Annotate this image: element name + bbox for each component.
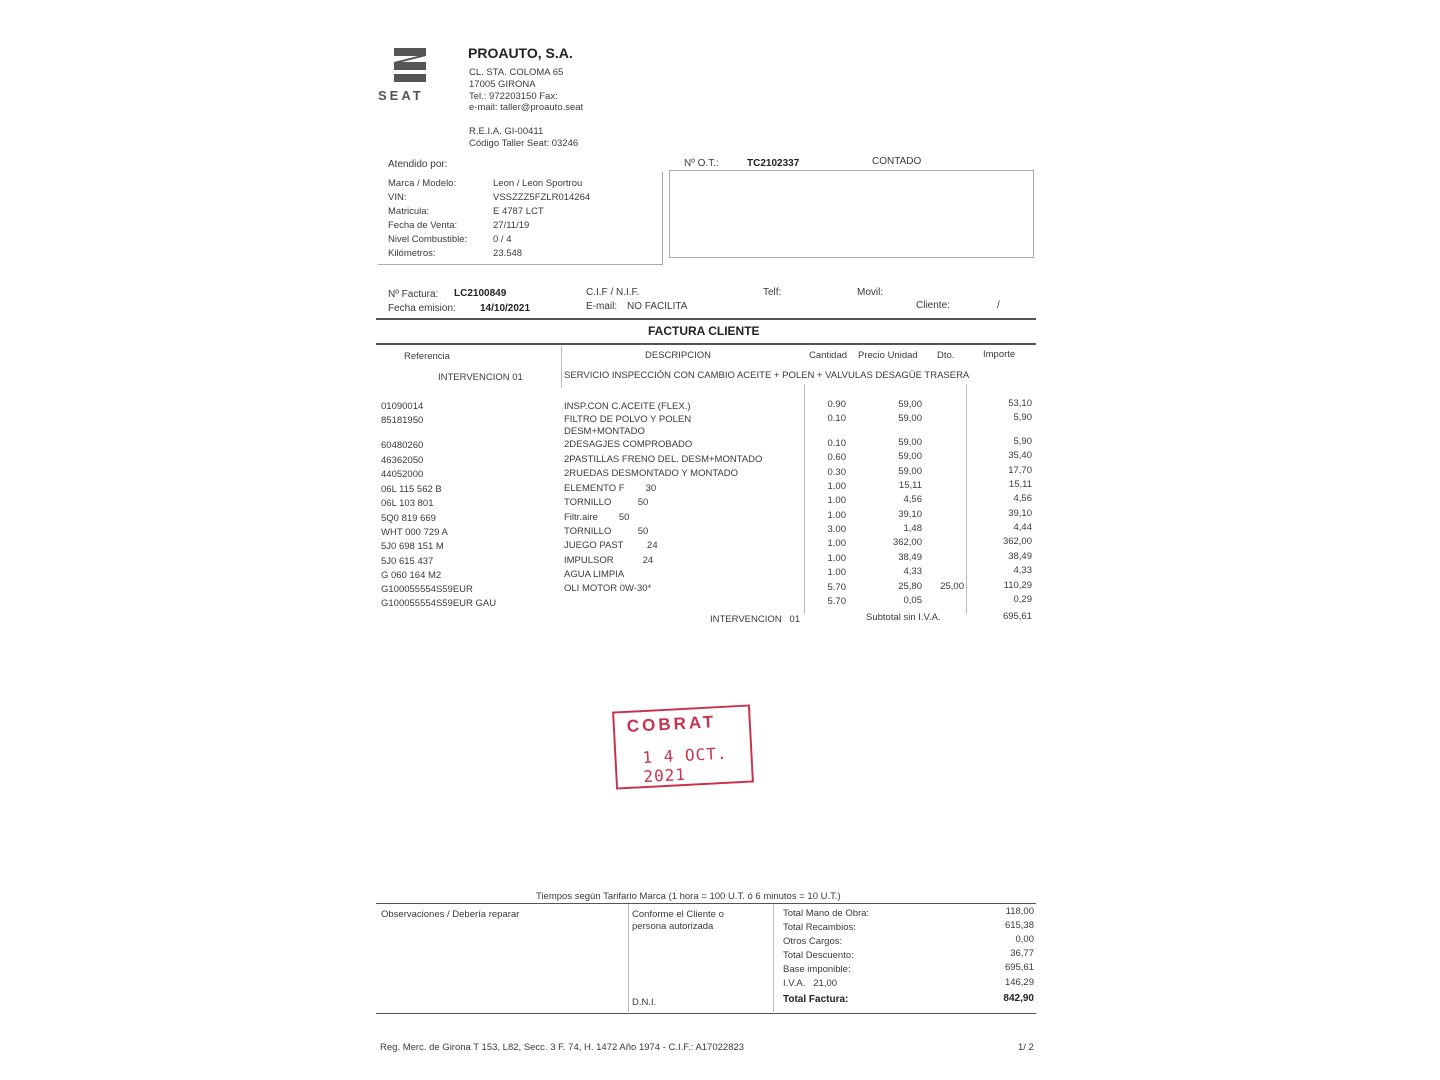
col-header-price: Precio Unidad [858, 350, 918, 361]
row-amount: 0,29 [1013, 594, 1032, 605]
vehicle-value: 23.548 [493, 248, 523, 259]
total-factura-value: 842,90 [1003, 993, 1034, 1004]
paid-stamp [612, 704, 754, 789]
observaciones-label: Observaciones / Debería reparar [381, 909, 520, 920]
row-desc: OLI MOTOR 0W-30* [564, 583, 652, 594]
cliente-value: / [997, 300, 1000, 311]
row-price: 4,33 [903, 566, 922, 577]
row-desc: ELEMENTO F 30 [564, 483, 657, 494]
vehicle-value: VSSZZZ5FZLR014264 [493, 192, 591, 203]
total-label: Total Descuento: [783, 950, 854, 961]
ot-label: Nº O.T.: [684, 158, 719, 169]
vehicle-label: Nivel Combustible: [388, 234, 468, 245]
col-divider [628, 904, 629, 1012]
divider [376, 903, 1036, 904]
row-price: 1,48 [903, 523, 922, 534]
email-value: NO FACILITA [627, 301, 688, 312]
cif-label: C.I.F / N.I.F. [586, 287, 640, 298]
row-qty: 1.00 [827, 538, 846, 549]
intervention-label: INTERVENCION 01 [438, 372, 523, 383]
total-value: 615,38 [1004, 920, 1034, 931]
seat-s-icon [390, 46, 430, 84]
row-desc: 2PASTILLAS FRENO DEL. DESM+MONTADO [564, 454, 763, 465]
stamp-date: 1 4 OCT. 2021 [642, 743, 728, 787]
total-label: Total Recambios: [783, 922, 856, 933]
row-amount: 35,40 [1008, 450, 1032, 461]
ot-value: TC2102337 [747, 158, 800, 169]
row-amount: 362,00 [1002, 536, 1032, 547]
row-ref: 06L 115 562 B [381, 484, 442, 495]
row-ref: G 060 164 M2 [381, 570, 442, 581]
row-ref: G100055554S59EUR GAU [381, 598, 497, 609]
col-header-amount: Importe [983, 349, 1016, 360]
vehicle-label: Marca / Modelo: [388, 178, 457, 189]
vehicle-value: 27/11/19 [493, 220, 530, 231]
row-amount: 15,11 [1008, 479, 1032, 490]
row-amount: 4,33 [1013, 565, 1032, 576]
row-qty: 5.70 [827, 596, 846, 607]
row-qty: 0.10 [827, 438, 846, 449]
row-qty: 3.00 [827, 524, 846, 535]
row-amount: 53,10 [1008, 398, 1032, 409]
subtotal-label: INTERVENCION 01 [710, 614, 801, 625]
invoice-date-label: Fecha emision: [388, 303, 456, 314]
seat-logo [378, 46, 446, 104]
col-divider [561, 346, 562, 388]
row-ref: 85181950 [381, 415, 424, 426]
row-desc: TORNILLO 50 [564, 497, 649, 508]
row-qty: 0.60 [827, 452, 846, 463]
vehicle-label: VIN: [388, 192, 407, 203]
total-value: 0,00 [1015, 934, 1034, 945]
conforme-line2: persona autorizada [632, 921, 714, 932]
row-price: 25,80 [898, 581, 922, 592]
row-qty: 1.00 [827, 510, 846, 521]
atendido-label: Atendido por: [388, 159, 448, 170]
row-qty: 1.00 [827, 553, 846, 564]
row-ref: 5J0 615 437 [381, 556, 434, 567]
invoice-num-label: Nº Factura: [388, 289, 439, 300]
col-header-desc: DESCRIPCION [645, 350, 711, 361]
total-factura-label: Total Factura: [783, 994, 849, 1005]
vehicle-value: 0 / 4 [493, 234, 512, 245]
invoice-date-value: 14/10/2021 [480, 303, 531, 314]
row-qty: 1.00 [827, 481, 846, 492]
row-qty: 5.70 [827, 582, 846, 593]
row-qty: 1.00 [827, 567, 846, 578]
divider [376, 1013, 1036, 1014]
row-ref: G100055554S59EUR [381, 584, 473, 595]
company-address1: CL. STA. COLOMA 65 [469, 67, 564, 78]
row-ref: 5Q0 819 669 [381, 513, 436, 524]
total-label: Otros Cargos: [783, 936, 843, 947]
movil-label: Movil: [857, 287, 884, 298]
page-number: 1/ 2 [1018, 1042, 1034, 1053]
row-price: 39,10 [898, 509, 922, 520]
row-desc: DESM+MONTADO [564, 426, 645, 437]
col-header-ref: Referencia [404, 351, 450, 362]
row-amount: 4,56 [1013, 493, 1032, 504]
row-price: 4,56 [903, 494, 922, 505]
row-price: 362,00 [892, 537, 922, 548]
row-price: 59,00 [898, 451, 922, 462]
row-desc: 2RUEDAS DESMONTADO Y MONTADO [564, 468, 739, 479]
invoice-num-value: LC2100849 [454, 288, 507, 299]
row-ref: 01090014 [381, 401, 424, 412]
cliente-label: Cliente: [916, 300, 950, 311]
row-qty: 0.90 [827, 399, 846, 410]
stamp-text: COBRAT [626, 712, 717, 736]
row-desc: INSP.CON C.ACEITE (FLEX.) [564, 401, 691, 412]
col-divider [804, 384, 805, 614]
total-value: 36,77 [1010, 948, 1034, 959]
row-ref: WHT 000 729 A [381, 527, 448, 538]
row-amount: 5,90 [1013, 436, 1032, 447]
row-price: 0,05 [903, 595, 922, 606]
payment-method: CONTADO [872, 156, 922, 167]
row-amount: 17,70 [1008, 465, 1032, 476]
row-desc: JUEGO PAST 24 [564, 540, 658, 551]
row-desc: FILTRO DE POLVO Y POLEN [564, 414, 692, 425]
row-ref: 5J0 698 151 M [381, 541, 444, 552]
row-qty: 0.10 [827, 413, 846, 424]
row-amount: 5,90 [1013, 412, 1032, 423]
col-divider [773, 904, 774, 1012]
logo-text: SEAT [378, 88, 424, 103]
row-price: 38,49 [898, 552, 922, 563]
row-qty: 0.30 [827, 467, 846, 478]
row-price: 59,00 [898, 466, 922, 477]
email-label: E-mail: [586, 301, 618, 312]
conforme-line1: Conforme el Cliente o [632, 909, 724, 920]
total-label: I.V.A. 21,00 [783, 978, 838, 989]
row-desc: AGUA LIMPIA [564, 569, 625, 580]
vehicle-label: Fecha de Venta: [388, 220, 458, 231]
company-codigo: Código Taller Seat: 03246 [469, 138, 579, 149]
row-dto: 25,00 [940, 581, 964, 592]
row-desc: 2DESAGJES COMPROBADO [564, 439, 693, 450]
vehicle-label: Kilómetros: [388, 248, 436, 259]
col-header-qty: Cantidad [809, 350, 848, 361]
divider [376, 343, 1036, 345]
row-ref: 60480260 [381, 440, 424, 451]
row-amount: 4,44 [1013, 522, 1032, 533]
invoice-title: FACTURA CLIENTE [648, 324, 760, 338]
row-price: 59,00 [898, 413, 922, 424]
row-ref: 44052000 [381, 469, 424, 480]
row-desc: IMPULSOR 24 [564, 555, 654, 566]
row-ref: 06L 103 801 [381, 498, 434, 509]
vehicle-value: E 4787 LCT [493, 206, 544, 217]
company-address2: 17005 GIRONA [469, 79, 536, 90]
company-email: e-mail: taller@proauto.seat [469, 102, 584, 113]
company-phone: Tel.: 972203150 Fax: [469, 91, 558, 102]
total-value: 695,61 [1004, 962, 1034, 973]
col-header-dto: Dto. [937, 350, 955, 361]
dni-label: D.N.I. [632, 997, 657, 1008]
row-price: 15,11 [898, 480, 922, 491]
order-box [669, 170, 1034, 258]
vehicle-value: Leon / Leon Sportrou [493, 178, 583, 189]
subtotal-text: Subtotal sin I.V.A. [866, 612, 941, 623]
company-reia: R.E.I.A. GI-00411 [469, 126, 544, 137]
intervention-desc: SERVICIO INSPECCIÓN CON CAMBIO ACEITE + POLEN + VALVULAS DESAGÜE TRASERA [564, 370, 970, 381]
row-desc: Filtr.aire 50 [564, 512, 630, 523]
total-label: Total Mano de Obra: [783, 908, 870, 919]
vehicle-label: Matricula: [388, 206, 430, 217]
subtotal-value: 695,61 [1002, 611, 1032, 622]
col-divider [966, 384, 967, 614]
row-amount: 39,10 [1008, 508, 1032, 519]
row-ref: 46362050 [381, 455, 424, 466]
row-price: 59,00 [898, 437, 922, 448]
company-name: PROAUTO, S.A. [468, 45, 573, 61]
divider [376, 318, 1036, 320]
row-amount: 38,49 [1008, 551, 1032, 562]
total-label: Base imponible: [783, 964, 851, 975]
row-price: 59,00 [898, 399, 922, 410]
row-qty: 1.00 [827, 495, 846, 506]
tel-label: Telf: [763, 287, 782, 298]
total-value: 118,00 [1005, 906, 1034, 917]
tiempos-note: Tiempos según Tarifario Marca (1 hora = 100 U.T. ó 6 minutos = 10 U.T.) [536, 891, 841, 902]
total-value: 146,29 [1004, 977, 1034, 988]
legal-text: Reg. Merc. de Girona T 153, L82, Secc. 3 F. 74, H. 1472 Año 1974 - C.I.F.: A17022823 [380, 1042, 745, 1053]
row-amount: 110,29 [1003, 580, 1032, 591]
row-desc: TORNILLO 50 [564, 526, 649, 537]
